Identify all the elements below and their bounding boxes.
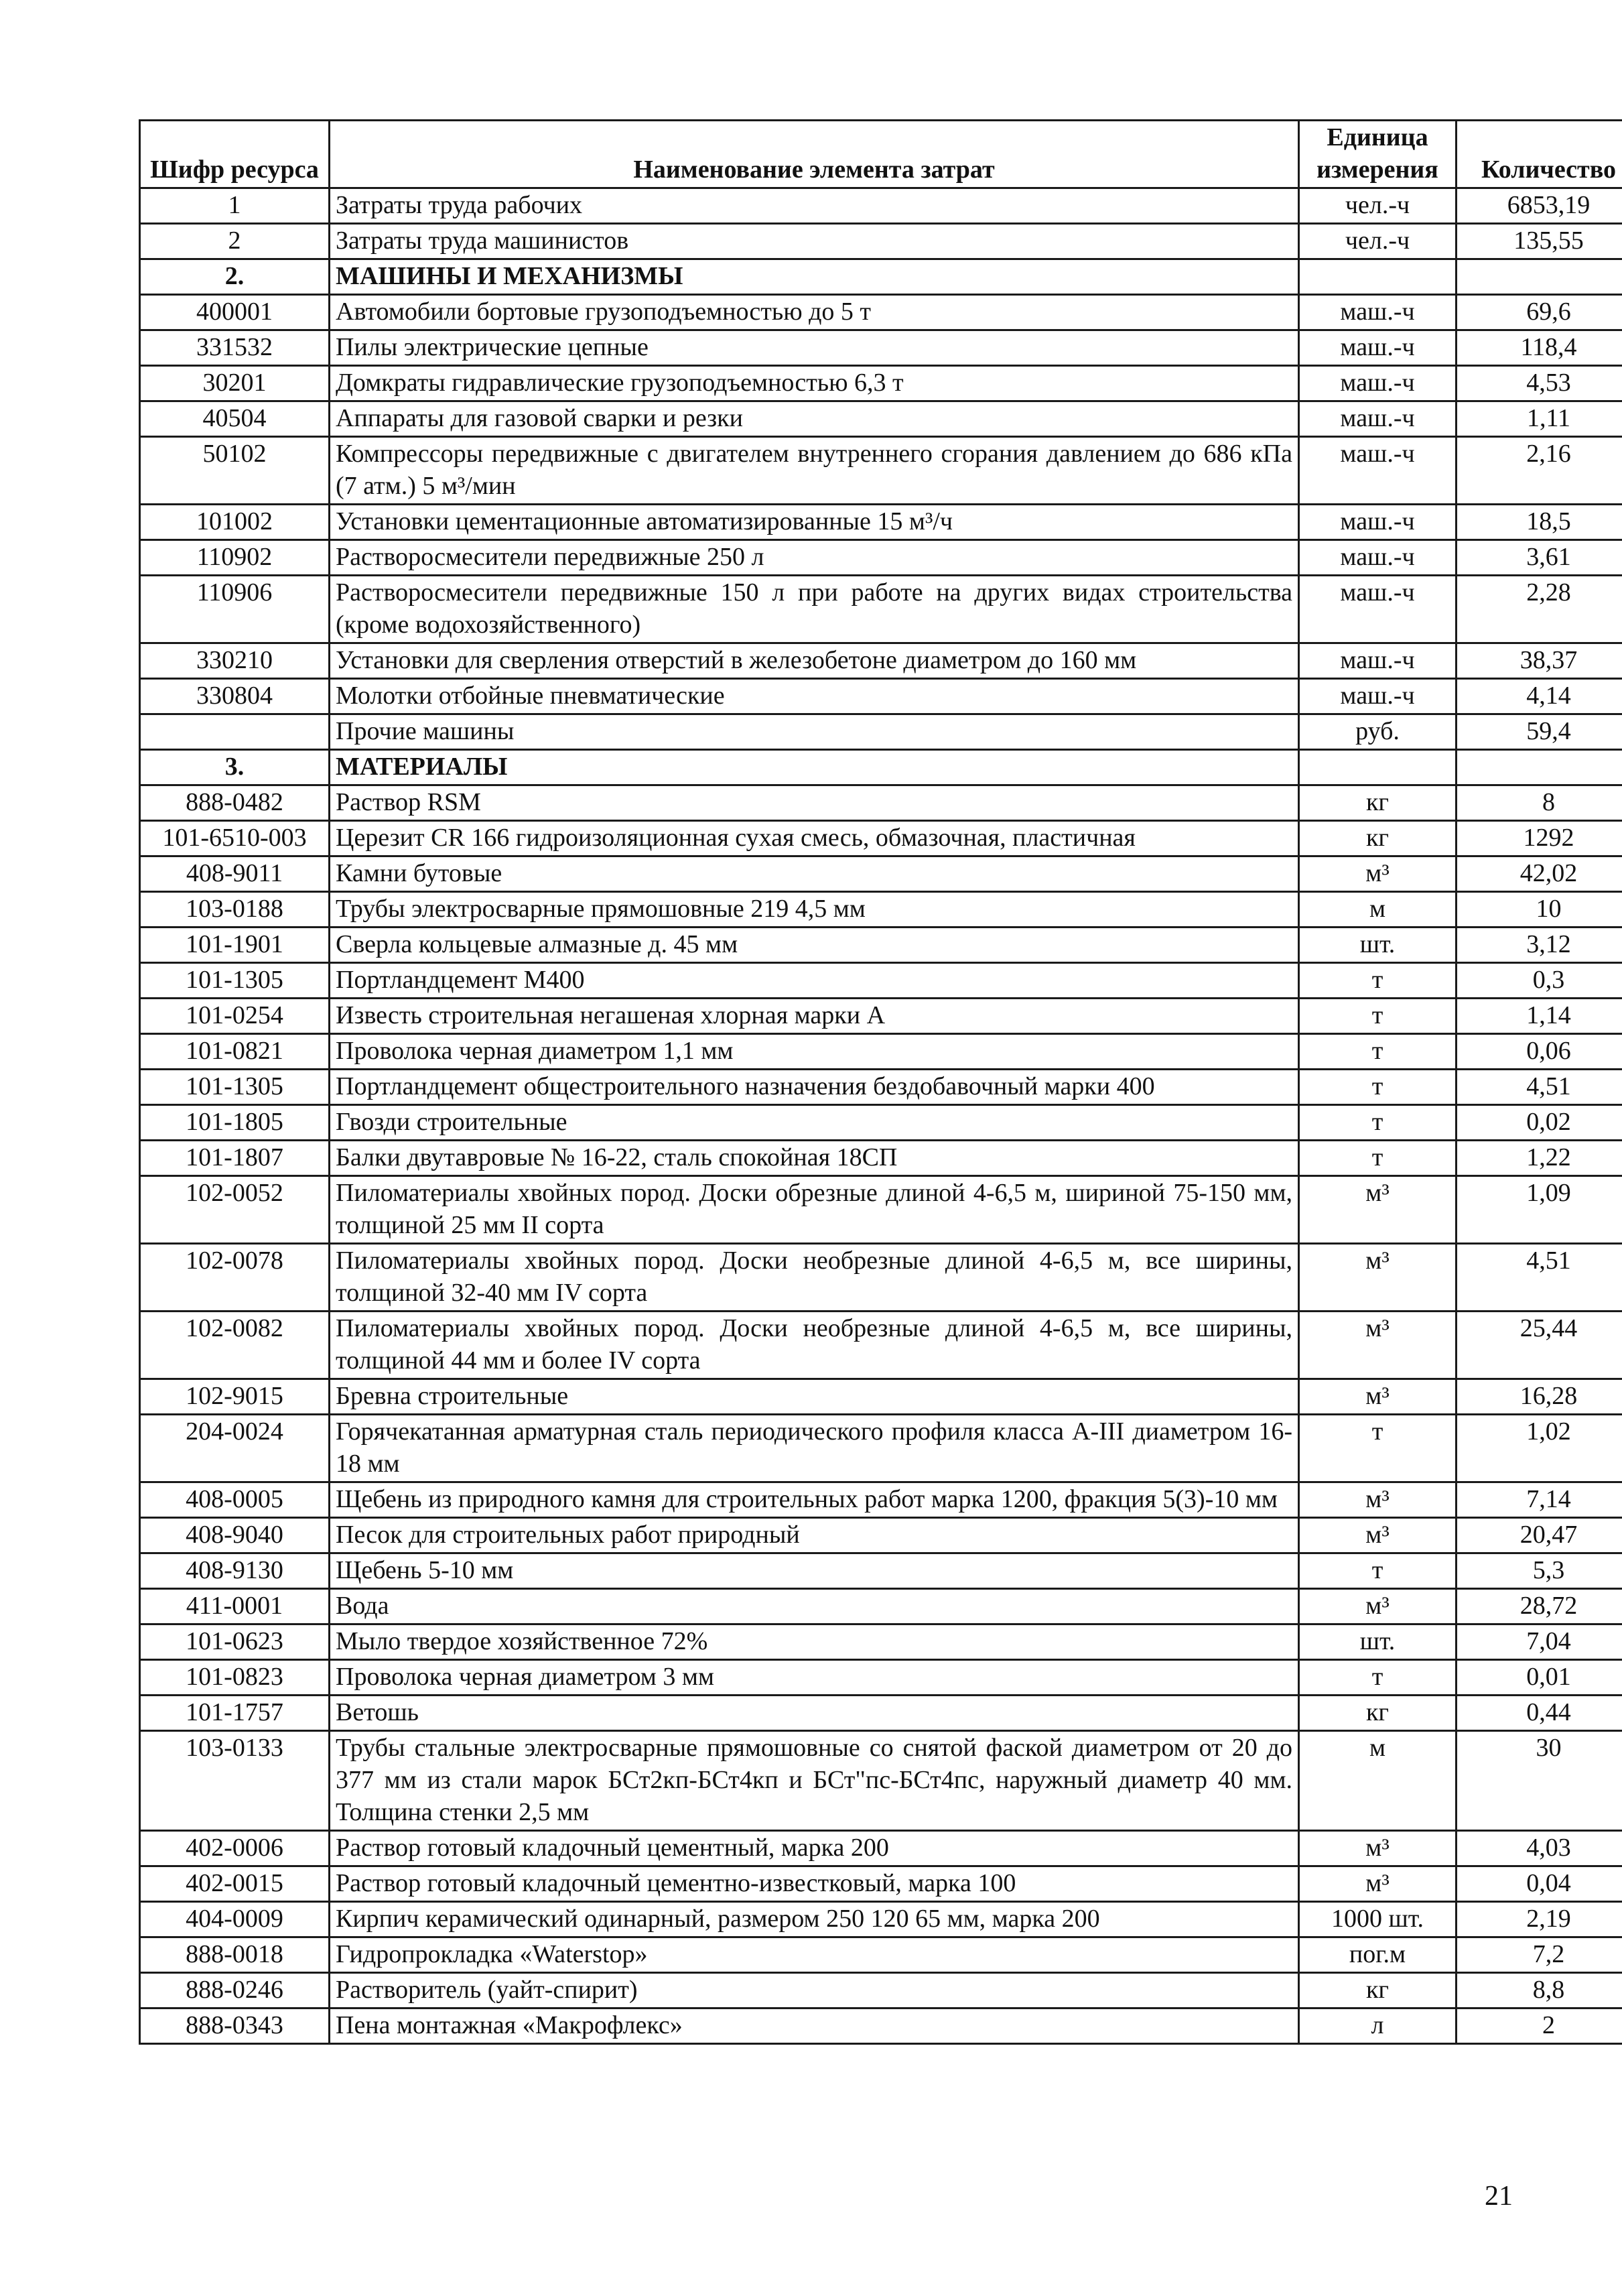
row-code: 101-0623	[140, 1624, 330, 1660]
row-code: 2.	[140, 259, 330, 295]
table-row	[140, 540, 1622, 576]
row-qty: 8	[1457, 785, 1622, 821]
row-code: 101002	[140, 505, 330, 540]
table-row	[140, 821, 1622, 856]
table-row	[140, 1902, 1622, 1937]
row-name: Трубы стальные электросварные прямошовные со снятой фаской диаметром от 20 до 377 мм из стали марок БСт2кп-БСт4кп и БСт"пс-БСт4пс, наружный диаметр 40 мм. Толщина стенки 2,5 мм	[330, 1731, 1299, 1831]
row-name: Мыло твердое хозяйственное 72%	[330, 1624, 1299, 1660]
row-qty: 0,04	[1457, 1866, 1622, 1902]
row-qty: 5,3	[1457, 1553, 1622, 1589]
row-name: Аппараты для газовой сварки и резки	[330, 401, 1299, 437]
resource-table	[139, 119, 1622, 2045]
row-qty: 38,37	[1457, 643, 1622, 679]
row-code: 102-0082	[140, 1312, 330, 1379]
table-row	[140, 1696, 1622, 1731]
row-code: 330804	[140, 679, 330, 714]
row-name: Затраты труда рабочих	[330, 188, 1299, 224]
row-qty: 2	[1457, 2008, 1622, 2044]
row-code: 101-1805	[140, 1105, 330, 1141]
row-qty: 42,02	[1457, 856, 1622, 892]
row-unit: м³	[1299, 1312, 1457, 1379]
row-qty: 7,2	[1457, 1937, 1622, 1973]
table-row	[140, 188, 1622, 224]
row-unit: т	[1299, 1105, 1457, 1141]
row-unit: кг	[1299, 821, 1457, 856]
row-unit: т	[1299, 963, 1457, 999]
row-name: Щебень 5-10 мм	[330, 1553, 1299, 1589]
header-qty: Количество	[1457, 121, 1622, 188]
row-unit: шт.	[1299, 928, 1457, 963]
row-name: Пиломатериалы хвойных пород. Доски необрезные длиной 4-6,5 м, все ширины, толщиной 44 мм и более IV сорта	[330, 1312, 1299, 1379]
row-qty	[1457, 259, 1622, 295]
row-qty: 59,4	[1457, 714, 1622, 750]
row-unit: маш.-ч	[1299, 330, 1457, 366]
row-qty: 7,04	[1457, 1624, 1622, 1660]
header-unit: Единица измерения	[1299, 121, 1457, 188]
row-unit: кг	[1299, 785, 1457, 821]
table-row	[140, 224, 1622, 259]
row-qty: 0,06	[1457, 1034, 1622, 1070]
table-row	[140, 1866, 1622, 1902]
row-unit: м	[1299, 1731, 1457, 1831]
row-qty: 3,61	[1457, 540, 1622, 576]
row-code: 408-9040	[140, 1518, 330, 1553]
row-code: 101-0821	[140, 1034, 330, 1070]
row-unit: маш.-ч	[1299, 540, 1457, 576]
row-qty: 2,16	[1457, 437, 1622, 505]
table-row	[140, 1244, 1622, 1312]
table-row	[140, 892, 1622, 928]
table-row	[140, 576, 1622, 643]
row-qty: 10	[1457, 892, 1622, 928]
table-row	[140, 1482, 1622, 1518]
row-unit: шт.	[1299, 1624, 1457, 1660]
row-unit: руб.	[1299, 714, 1457, 750]
table-row	[140, 1831, 1622, 1866]
row-name: Щебень из природного камня для строительных работ марка 1200, фракция 5(3)-10 мм	[330, 1482, 1299, 1518]
row-unit: м³	[1299, 1589, 1457, 1624]
row-unit: т	[1299, 1141, 1457, 1176]
section-row	[140, 750, 1622, 785]
row-name: Молотки отбойные пневматические	[330, 679, 1299, 714]
row-code: 408-9130	[140, 1553, 330, 1589]
table-row	[140, 1141, 1622, 1176]
row-code: 2	[140, 224, 330, 259]
row-qty: 4,03	[1457, 1831, 1622, 1866]
row-code: 404-0009	[140, 1902, 330, 1937]
row-code: 102-0078	[140, 1244, 330, 1312]
row-name: Растворосмесители передвижные 250 л	[330, 540, 1299, 576]
row-qty: 0,01	[1457, 1660, 1622, 1696]
table-row	[140, 505, 1622, 540]
row-name: Пилы электрические цепные	[330, 330, 1299, 366]
table-body	[140, 188, 1622, 2044]
row-qty	[1457, 750, 1622, 785]
row-name: Пиломатериалы хвойных пород. Доски необрезные длиной 4-6,5 м, все ширины, толщиной 32-40 мм IV сорта	[330, 1244, 1299, 1312]
table-row	[140, 366, 1622, 401]
row-code: 408-9011	[140, 856, 330, 892]
row-name: Раствор готовый кладочный цементный, марка 200	[330, 1831, 1299, 1866]
row-qty: 3,12	[1457, 928, 1622, 963]
table-row	[140, 999, 1622, 1034]
row-code: 102-0052	[140, 1176, 330, 1244]
row-qty: 4,51	[1457, 1244, 1622, 1312]
row-unit: м³	[1299, 1482, 1457, 1518]
row-unit: пог.м	[1299, 1937, 1457, 1973]
row-code: 101-1757	[140, 1696, 330, 1731]
row-unit: м³	[1299, 1379, 1457, 1415]
table-row	[140, 1312, 1622, 1379]
row-qty: 20,47	[1457, 1518, 1622, 1553]
row-qty: 4,14	[1457, 679, 1622, 714]
row-name: Компрессоры передвижные с двигателем внутреннего сгорания давлением до 686 кПа (7 атм.) 5 м³/мин	[330, 437, 1299, 505]
table-row	[140, 1731, 1622, 1831]
row-name: Пена монтажная «Макрофлекс»	[330, 2008, 1299, 2044]
row-qty: 0,44	[1457, 1696, 1622, 1731]
row-qty: 0,02	[1457, 1105, 1622, 1141]
row-code: 204-0024	[140, 1415, 330, 1482]
row-name: Растворитель (уайт-спирит)	[330, 1973, 1299, 2008]
row-code: 101-1305	[140, 963, 330, 999]
table-row	[140, 295, 1622, 330]
table-row	[140, 2008, 1622, 2044]
row-name: Ветошь	[330, 1696, 1299, 1731]
page-number: 21	[1485, 2181, 1513, 2212]
table-row	[140, 437, 1622, 505]
row-unit: маш.-ч	[1299, 505, 1457, 540]
row-qty: 25,44	[1457, 1312, 1622, 1379]
row-code: 103-0133	[140, 1731, 330, 1831]
row-code: 330210	[140, 643, 330, 679]
row-qty: 1292	[1457, 821, 1622, 856]
row-code: 402-0006	[140, 1831, 330, 1866]
row-qty: 118,4	[1457, 330, 1622, 366]
table-row	[140, 1660, 1622, 1696]
table-row	[140, 679, 1622, 714]
row-code: 102-9015	[140, 1379, 330, 1415]
row-unit: маш.-ч	[1299, 437, 1457, 505]
row-unit: кг	[1299, 1973, 1457, 2008]
row-name: Проволока черная диаметром 1,1 мм	[330, 1034, 1299, 1070]
row-unit: м	[1299, 892, 1457, 928]
row-name: Церезит CR 166 гидроизоляционная сухая смесь, обмазочная, пластичная	[330, 821, 1299, 856]
row-code: 888-0018	[140, 1937, 330, 1973]
row-name: Раствор RSM	[330, 785, 1299, 821]
row-name: Камни бутовые	[330, 856, 1299, 892]
row-unit: т	[1299, 1553, 1457, 1589]
row-unit: чел.-ч	[1299, 188, 1457, 224]
row-code: 110906	[140, 576, 330, 643]
row-unit: маш.-ч	[1299, 366, 1457, 401]
row-name: Прочие машины	[330, 714, 1299, 750]
row-code: 50102	[140, 437, 330, 505]
row-code: 101-0823	[140, 1660, 330, 1696]
header-code: Шифр ресурса	[140, 121, 330, 188]
row-qty: 1,02	[1457, 1415, 1622, 1482]
row-code: 101-1901	[140, 928, 330, 963]
row-code: 110902	[140, 540, 330, 576]
row-name: Установки цементационные автоматизированные 15 м³/ч	[330, 505, 1299, 540]
table-row	[140, 1937, 1622, 1973]
row-unit: кг	[1299, 1696, 1457, 1731]
row-unit: маш.-ч	[1299, 576, 1457, 643]
row-code: 30201	[140, 366, 330, 401]
row-name: Известь строительная негашеная хлорная марки А	[330, 999, 1299, 1034]
row-qty: 4,53	[1457, 366, 1622, 401]
row-unit: 1000 шт.	[1299, 1902, 1457, 1937]
row-qty: 6853,19	[1457, 188, 1622, 224]
row-code: 331532	[140, 330, 330, 366]
table-row	[140, 330, 1622, 366]
row-name: Балки двутавровые № 16-22, сталь спокойная 18СП	[330, 1141, 1299, 1176]
table-row	[140, 1105, 1622, 1141]
row-name: Вода	[330, 1589, 1299, 1624]
row-code: 101-6510-003	[140, 821, 330, 856]
header-name: Наименование элемента затрат	[330, 121, 1299, 188]
row-code: 3.	[140, 750, 330, 785]
row-unit: т	[1299, 1660, 1457, 1696]
row-unit	[1299, 750, 1457, 785]
table-row	[140, 785, 1622, 821]
row-qty: 18,5	[1457, 505, 1622, 540]
table-row	[140, 1070, 1622, 1105]
table-row	[140, 714, 1622, 750]
table-row	[140, 1415, 1622, 1482]
row-unit: маш.-ч	[1299, 401, 1457, 437]
row-unit: м³	[1299, 1244, 1457, 1312]
table-row	[140, 1379, 1622, 1415]
row-code: 101-0254	[140, 999, 330, 1034]
row-name: Автомобили бортовые грузоподъемностью до 5 т	[330, 295, 1299, 330]
row-qty: 1,09	[1457, 1176, 1622, 1244]
row-code: 411-0001	[140, 1589, 330, 1624]
row-unit: т	[1299, 1415, 1457, 1482]
row-code: 101-1807	[140, 1141, 330, 1176]
table-row	[140, 1176, 1622, 1244]
table-row	[140, 856, 1622, 892]
row-name: Гидропрокладка «Waterstop»	[330, 1937, 1299, 1973]
row-unit	[1299, 259, 1457, 295]
row-code: 888-0482	[140, 785, 330, 821]
row-qty: 2,28	[1457, 576, 1622, 643]
row-unit: маш.-ч	[1299, 643, 1457, 679]
section-row	[140, 259, 1622, 295]
row-code: 101-1305	[140, 1070, 330, 1105]
row-code: 103-0188	[140, 892, 330, 928]
row-qty: 135,55	[1457, 224, 1622, 259]
row-name: Трубы электросварные прямошовные 219 4,5 мм	[330, 892, 1299, 928]
row-name: МАШИНЫ И МЕХАНИЗМЫ	[330, 259, 1299, 295]
table-row	[140, 1589, 1622, 1624]
row-unit: м³	[1299, 1518, 1457, 1553]
row-qty: 8,8	[1457, 1973, 1622, 2008]
row-unit: м³	[1299, 856, 1457, 892]
row-name: МАТЕРИАЛЫ	[330, 750, 1299, 785]
row-unit: чел.-ч	[1299, 224, 1457, 259]
row-name: Песок для строительных работ природный	[330, 1518, 1299, 1553]
row-code: 40504	[140, 401, 330, 437]
row-unit: м³	[1299, 1831, 1457, 1866]
row-name: Горячекатанная арматурная сталь периодического профиля класса А-III диаметром 16-18 мм	[330, 1415, 1299, 1482]
row-code: 408-0005	[140, 1482, 330, 1518]
row-qty: 7,14	[1457, 1482, 1622, 1518]
row-code: 402-0015	[140, 1866, 330, 1902]
row-qty: 4,51	[1457, 1070, 1622, 1105]
row-qty: 16,28	[1457, 1379, 1622, 1415]
row-name: Бревна строительные	[330, 1379, 1299, 1415]
table-row	[140, 1553, 1622, 1589]
row-code: 1	[140, 188, 330, 224]
row-unit: т	[1299, 1034, 1457, 1070]
row-name: Кирпич керамический одинарный, размером 250 120 65 мм, марка 200	[330, 1902, 1299, 1937]
table-row	[140, 1034, 1622, 1070]
row-unit: маш.-ч	[1299, 295, 1457, 330]
row-unit: л	[1299, 2008, 1457, 2044]
row-unit: т	[1299, 999, 1457, 1034]
row-name: Раствор готовый кладочный цементно-известковый, марка 100	[330, 1866, 1299, 1902]
row-unit: т	[1299, 1070, 1457, 1105]
table-row	[140, 1973, 1622, 2008]
row-name: Домкраты гидравлические грузоподъемностью 6,3 т	[330, 366, 1299, 401]
row-code: 888-0246	[140, 1973, 330, 2008]
table-row	[140, 928, 1622, 963]
row-qty: 1,14	[1457, 999, 1622, 1034]
row-name: Сверла кольцевые алмазные д. 45 мм	[330, 928, 1299, 963]
row-qty: 1,11	[1457, 401, 1622, 437]
row-qty: 1,22	[1457, 1141, 1622, 1176]
row-name: Пиломатериалы хвойных пород. Доски обрезные длиной 4-6,5 м, шириной 75-150 мм, толщиной 25 мм II сорта	[330, 1176, 1299, 1244]
row-qty: 0,3	[1457, 963, 1622, 999]
table-row	[140, 1624, 1622, 1660]
row-name: Гвозди строительные	[330, 1105, 1299, 1141]
row-name: Проволока черная диаметром 3 мм	[330, 1660, 1299, 1696]
row-code	[140, 714, 330, 750]
row-qty: 2,19	[1457, 1902, 1622, 1937]
row-qty: 28,72	[1457, 1589, 1622, 1624]
table-row	[140, 401, 1622, 437]
row-code: 888-0343	[140, 2008, 330, 2044]
row-code: 400001	[140, 295, 330, 330]
table-header-row	[140, 121, 1622, 188]
row-name: Установки для сверления отверстий в железобетоне диаметром до 160 мм	[330, 643, 1299, 679]
row-unit: м³	[1299, 1176, 1457, 1244]
row-qty: 69,6	[1457, 295, 1622, 330]
row-name: Портландцемент общестроительного назначения бездобавочный марки 400	[330, 1070, 1299, 1105]
table-row	[140, 963, 1622, 999]
table-row	[140, 643, 1622, 679]
table-row	[140, 1518, 1622, 1553]
row-name: Портландцемент М400	[330, 963, 1299, 999]
row-qty: 30	[1457, 1731, 1622, 1831]
row-unit: маш.-ч	[1299, 679, 1457, 714]
row-name: Растворосмесители передвижные 150 л при работе на других видах строительства (кроме водохозяйственного)	[330, 576, 1299, 643]
row-name: Затраты труда машинистов	[330, 224, 1299, 259]
row-unit: м³	[1299, 1866, 1457, 1902]
